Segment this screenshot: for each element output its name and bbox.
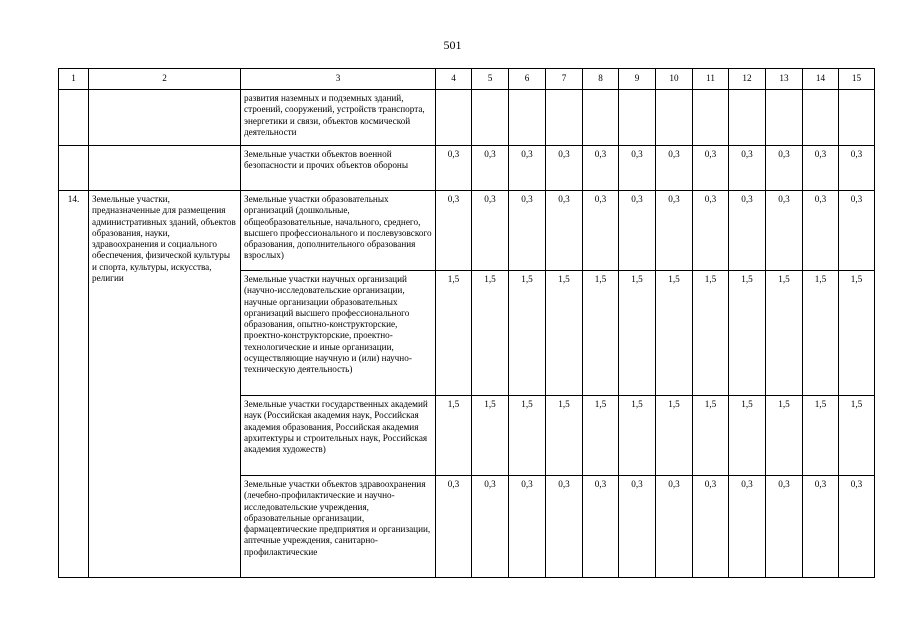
rate-cell: 0,3: [839, 476, 875, 578]
row-description: Земельные участки государственных академий наук (Российская академия наук, Российская академия образования, Российская академия архитектуры и строительных наук, Российская академия художеств): [241, 396, 436, 476]
row-description: Земельные участки объектов здравоохранения (лечебно-профилактические и научно-исследовательские учреждения, образовательные организации, фармацевтические предприятия и организации, аптечные учреждения, санитарно-профилактические: [241, 476, 436, 578]
row-category: Земельные участки, предназначенные для размещения административных зданий, объектов образования, науки, здравоохранения и социального обеспечения, физической культуры и спорта, культуры, искусства, религии: [89, 191, 241, 578]
rate-cell: 1,5: [656, 271, 693, 396]
row-category: [89, 146, 241, 191]
rate-cell: 0,3: [619, 146, 656, 191]
rate-cell: [766, 90, 803, 146]
rate-cell: 0,3: [693, 146, 729, 191]
table-row: [59, 146, 875, 191]
row-description: Земельные участки образовательных организаций (дошкольные, общеобразовательные, начального, среднего, высшего профессионального и послевузовского образования, дополнительного образования взрослых): [241, 191, 436, 271]
rate-cell: [839, 90, 875, 146]
row-index: [59, 90, 89, 146]
rate-cell: [472, 90, 509, 146]
table-row: [59, 191, 875, 271]
rate-cell: 0,3: [693, 476, 729, 578]
rate-cell: 0,3: [436, 146, 472, 191]
rate-cell: [436, 90, 472, 146]
rate-cell: 0,3: [839, 191, 875, 271]
column-header: 10: [656, 69, 693, 90]
column-header: 4: [436, 69, 472, 90]
rate-cell: 1,5: [436, 271, 472, 396]
rate-cell: 1,5: [693, 271, 729, 396]
rate-cell: [656, 90, 693, 146]
rate-cell: 0,3: [472, 191, 509, 271]
rate-cell: 1,5: [766, 271, 803, 396]
rate-cell: 0,3: [656, 476, 693, 578]
rate-cell: 1,5: [729, 396, 766, 476]
rate-cell: 0,3: [436, 476, 472, 578]
header-row: [59, 69, 875, 90]
rate-cell: 0,3: [583, 191, 619, 271]
rate-cell: 1,5: [693, 396, 729, 476]
column-header: 9: [619, 69, 656, 90]
rate-cell: 0,3: [803, 476, 839, 578]
column-header: 3: [241, 69, 436, 90]
rate-cell: [729, 90, 766, 146]
rate-cell: 0,3: [436, 191, 472, 271]
rate-cell: 1,5: [583, 396, 619, 476]
column-header: 5: [472, 69, 509, 90]
column-header: 14: [803, 69, 839, 90]
rate-cell: 1,5: [436, 396, 472, 476]
rate-cell: 1,5: [803, 271, 839, 396]
rate-cell: 1,5: [546, 271, 583, 396]
rate-cell: 0,3: [509, 476, 546, 578]
rate-cell: 0,3: [656, 191, 693, 271]
rate-cell: 0,3: [766, 146, 803, 191]
rate-cell: 1,5: [839, 271, 875, 396]
rate-cell: 0,3: [509, 146, 546, 191]
row-description: развития наземных и подземных зданий, строений, сооружений, устройств транспорта, энергетики и связи, объектов космической деятельности: [241, 90, 436, 146]
column-header: 11: [693, 69, 729, 90]
row-index: 14.: [59, 191, 89, 578]
rate-cell: 1,5: [803, 396, 839, 476]
rate-cell: 0,3: [803, 146, 839, 191]
rate-cell: 0,3: [583, 146, 619, 191]
column-header: 12: [729, 69, 766, 90]
rate-cell: 0,3: [546, 146, 583, 191]
table-row: [59, 90, 875, 146]
rate-cell: 0,3: [546, 191, 583, 271]
rate-cell: 0,3: [472, 476, 509, 578]
row-description: Земельные участки объектов военной безопасности и прочих объектов обороны: [241, 146, 436, 191]
column-header: 6: [509, 69, 546, 90]
rate-cell: 1,5: [839, 396, 875, 476]
rate-cell: 0,3: [729, 476, 766, 578]
column-header: 13: [766, 69, 803, 90]
rate-cell: [803, 90, 839, 146]
rate-cell: 1,5: [766, 396, 803, 476]
row-description: Земельные участки научных организаций (научно-исследовательские организации, научные организации образовательных организаций высшего профессионального образования, опытно-конструкторские, проектно-конструкторские, проектно-технологические и иные организации, осуществляющие научную и (или) научно-техническую деятельность): [241, 271, 436, 396]
row-category: [89, 90, 241, 146]
column-header: 1: [59, 69, 89, 90]
rate-cell: [619, 90, 656, 146]
rate-cell: [693, 90, 729, 146]
rate-cell: 1,5: [656, 396, 693, 476]
rate-cell: 0,3: [766, 476, 803, 578]
rate-cell: 1,5: [619, 396, 656, 476]
column-header: 15: [839, 69, 875, 90]
column-header: 7: [546, 69, 583, 90]
rate-cell: 0,3: [729, 146, 766, 191]
page-number: 501: [443, 38, 462, 52]
rate-cell: 0,3: [839, 146, 875, 191]
row-index: [59, 146, 89, 191]
rate-cell: 1,5: [619, 271, 656, 396]
column-header: 8: [583, 69, 619, 90]
rate-cell: 0,3: [619, 476, 656, 578]
rate-cell: 1,5: [509, 396, 546, 476]
column-header: 2: [89, 69, 241, 90]
rate-cell: 0,3: [583, 476, 619, 578]
rates-table: [58, 68, 875, 578]
rate-cell: 0,3: [509, 191, 546, 271]
rate-cell: [509, 90, 546, 146]
rate-cell: 0,3: [766, 191, 803, 271]
rate-cell: [546, 90, 583, 146]
rate-cell: 0,3: [472, 146, 509, 191]
rate-cell: 1,5: [472, 271, 509, 396]
rate-cell: 1,5: [729, 271, 766, 396]
rate-cell: 0,3: [546, 476, 583, 578]
rate-cell: 0,3: [729, 191, 766, 271]
rate-cell: 1,5: [546, 396, 583, 476]
rate-cell: 1,5: [583, 271, 619, 396]
rate-cell: 0,3: [656, 146, 693, 191]
rate-cell: 0,3: [619, 191, 656, 271]
rate-cell: 1,5: [509, 271, 546, 396]
rate-cell: 0,3: [693, 191, 729, 271]
rate-cell: [583, 90, 619, 146]
rate-cell: 1,5: [472, 396, 509, 476]
rate-cell: 0,3: [803, 191, 839, 271]
